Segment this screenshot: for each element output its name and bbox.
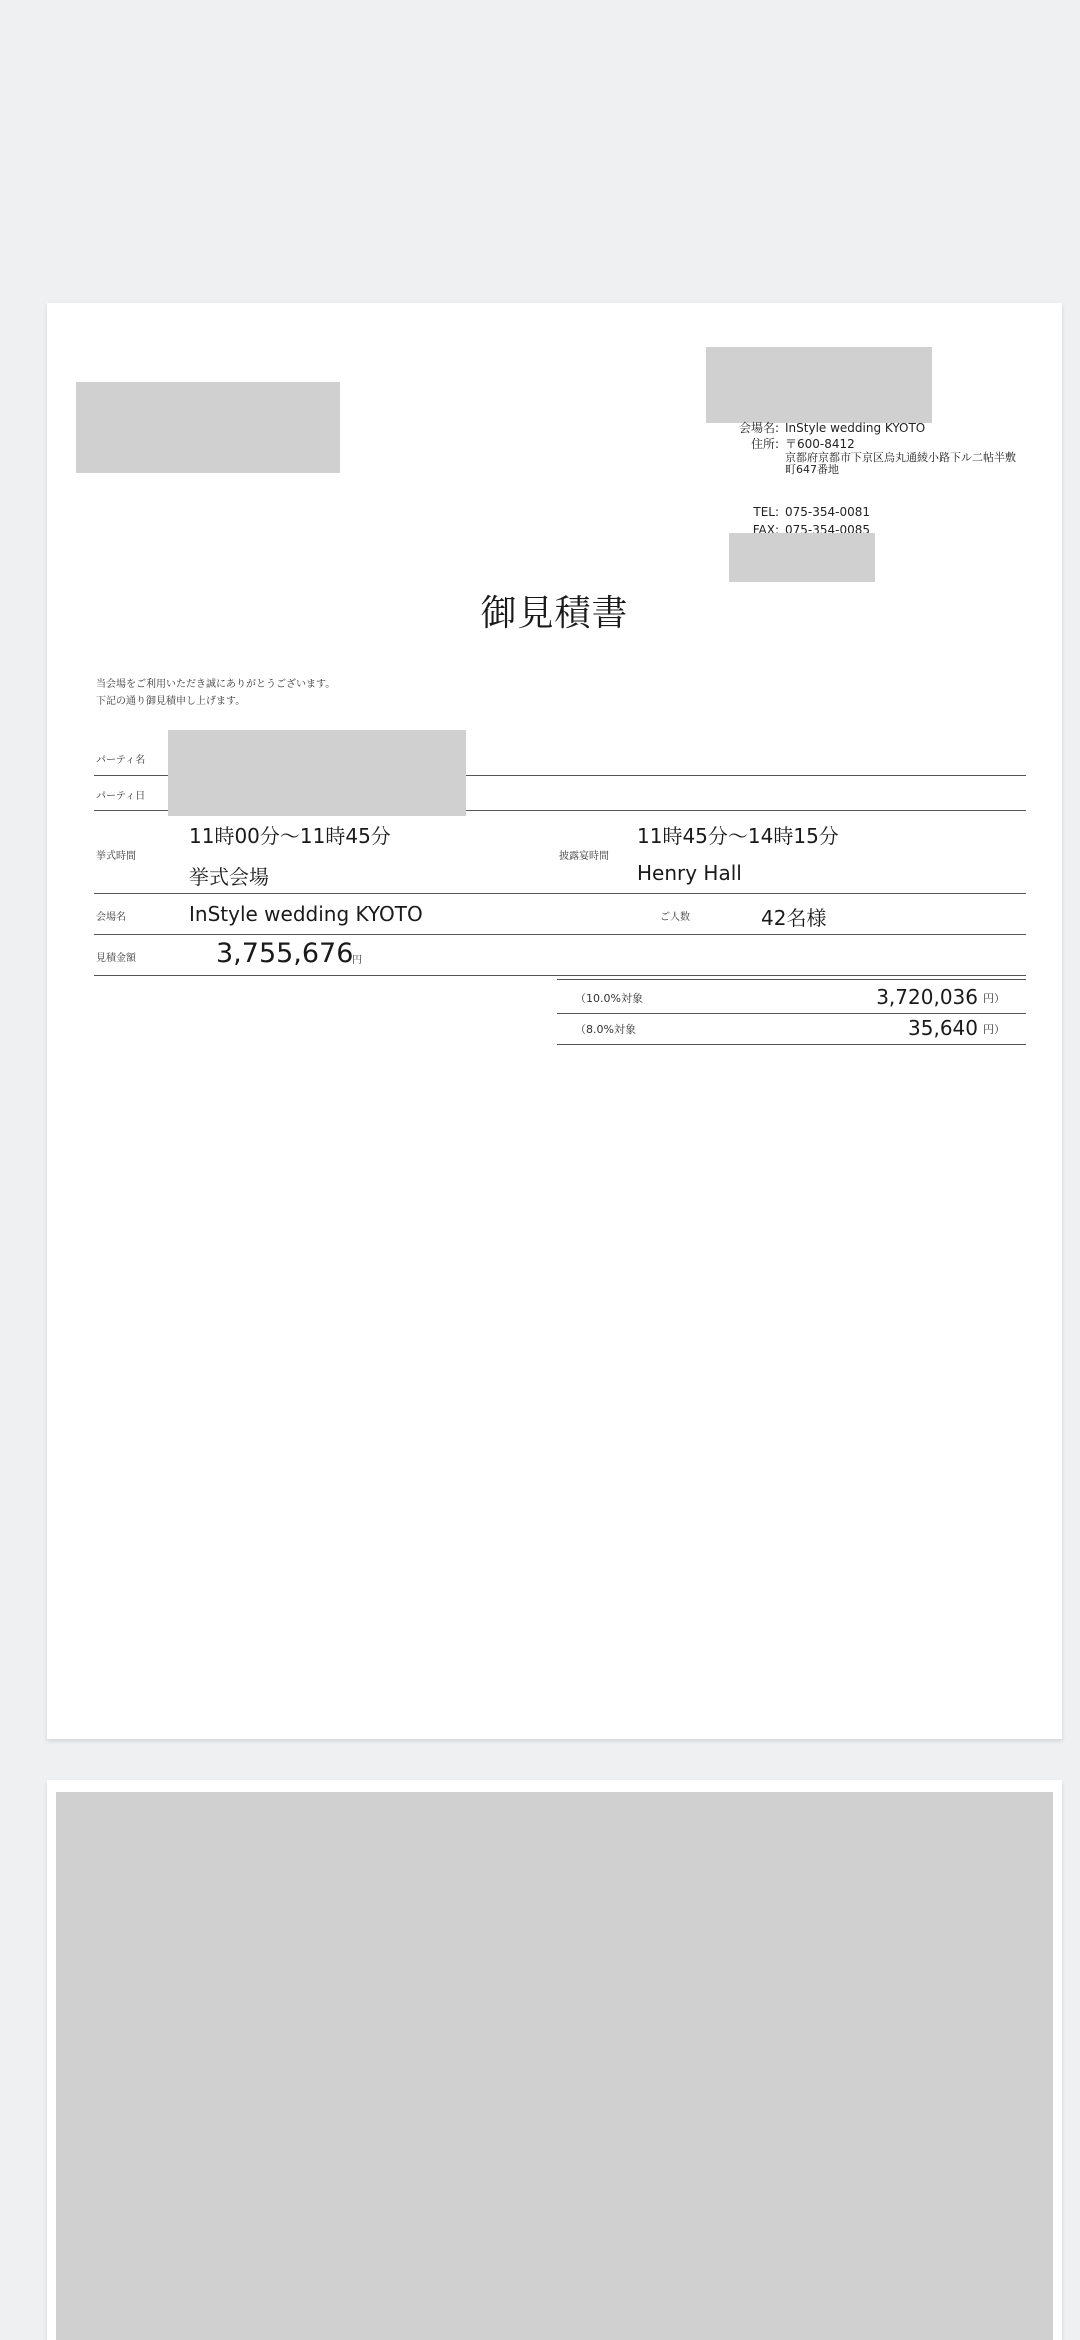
guests-value: 42名様 [761,906,827,930]
reception-time-label: 披露宴時間 [559,851,609,862]
tax-10-unit: 円） [983,992,1005,1005]
document-page-1 [47,303,1062,1739]
venue-label: 会場名 [96,912,126,923]
reception-time-value: 11時45分〜14時15分 [637,824,839,848]
estimate-yen: 円 [352,955,362,966]
fax-value: 075-354-0085 [785,523,871,533]
redacted-logo [76,382,340,473]
ceremony-place-value: 挙式会場 [189,865,269,889]
row-divider [94,934,1026,935]
redacted-page-content [56,1792,1053,2340]
ceremony-time-label: 挙式時間 [96,851,136,862]
tax-divider [557,979,1026,980]
ceremony-time-value: 11時00分〜11時45分 [189,824,391,848]
document-title: 御見積書 [480,593,629,634]
party-date-label: パーティ日 [96,791,146,802]
address-line-2: 町647番地 [785,463,839,476]
tax-8-label: （8.0%対象 [575,1023,636,1036]
redacted-party-info [168,730,466,816]
postal-code: 〒600-8412 [785,437,855,451]
fax-label: FAX: [752,523,779,533]
tel-value: 075-354-0081 [785,505,871,519]
tax-10-amount: 3,720,036 [876,985,978,1009]
party-name-label: パーティ名 [96,755,146,766]
guests-label: ご人数 [660,912,690,923]
document-page-2 [47,1780,1062,2340]
greeting-line-2: 下記の通り御見積申し上げます。 [96,696,246,707]
row-divider [94,893,1026,894]
venue-name-label: 会場名: [738,421,779,435]
tax-8-amount: 35,640 [908,1016,978,1040]
redacted-venue-logo [706,347,932,423]
tax-divider [557,1013,1026,1014]
address-line-1: 京都府京都市下京区烏丸通綾小路下ル二帖半敷 [785,451,1016,464]
tax-10-label: （10.0%対象 [575,992,643,1005]
tel-label: TEL: [753,505,779,519]
estimate-value: 3,755,676 [216,938,354,969]
tax-divider [557,1044,1026,1045]
estimate-label: 見積金額 [96,953,136,964]
address-label: 住所: [750,437,779,451]
redacted-stamp [729,533,875,582]
reception-place-value: Henry Hall [637,861,742,885]
tax-8-unit: 円） [983,1023,1005,1036]
greeting-line-1: 当会場をご利用いただき誠にありがとうございます。 [96,679,336,690]
fax-row [709,522,909,533]
venue-value: InStyle wedding KYOTO [189,902,423,926]
venue-name-value: InStyle wedding KYOTO [785,421,926,435]
row-divider [94,975,1026,976]
